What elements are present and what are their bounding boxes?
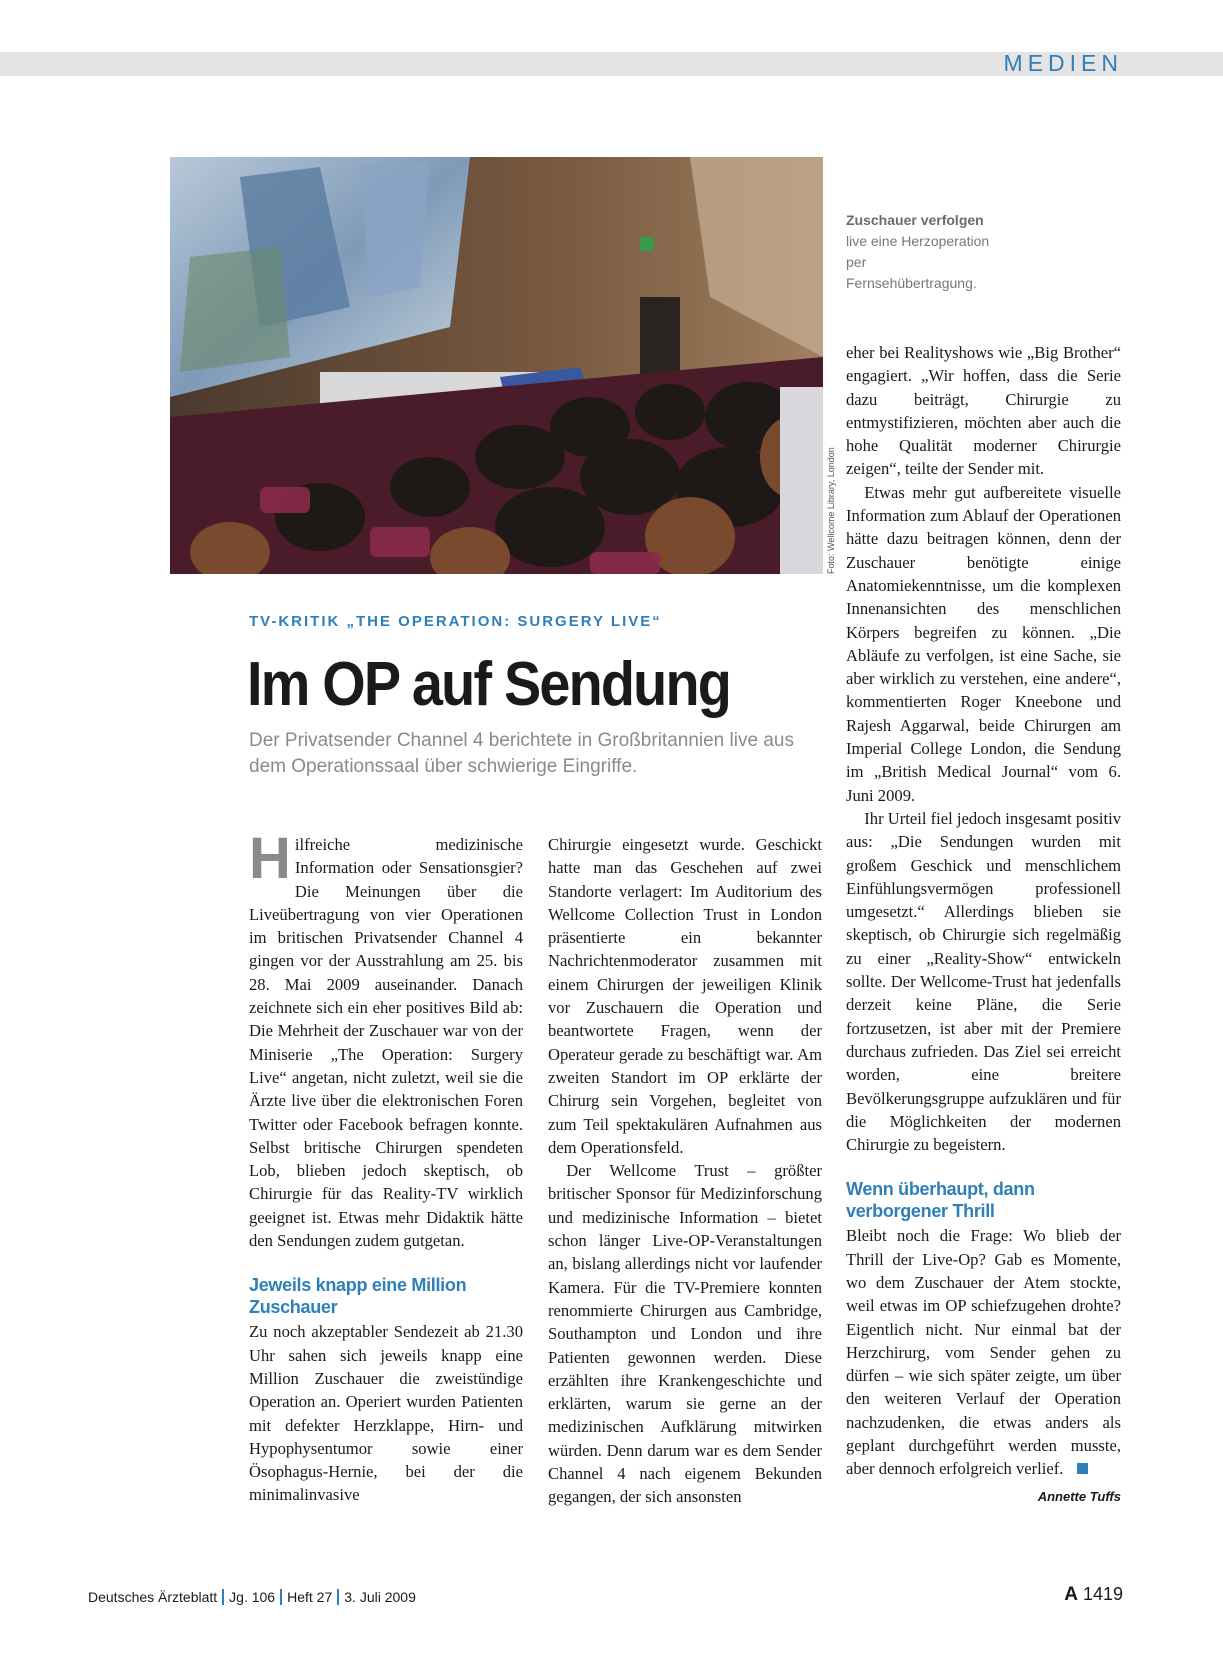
paragraph: Chirurgie eingesetzt wurde. Geschickt hatte man das Geschehen auf zwei Standorte verlagert: Im Auditorium des Wellcome Collection Trust in London präsentierte ein bekannter Nachrichtenmoderator zusammen mit einem Chirurgen der jeweiligen Klinik vor Zuschauern die Operation und beantwortete Fragen, wenn der Operateur gerade zu beschäftigt war. Am zweiten Standort im OP erklärte der Chirurg sein Vorgehen, begleitet von zum Teil spektakulären Aufnahmen aus dem Operationsfeld.	[548, 835, 822, 1157]
drop-cap: H	[249, 826, 291, 891]
article-title: Im OP auf Sendung	[247, 650, 731, 719]
photo-credit: Foto: Wellcome Library, London	[826, 447, 836, 574]
article-lead: Der Privatsender Channel 4 berichtete in Großbritannien live aus dem Operationssaal über schwierige Eingriffe.	[249, 730, 794, 777]
page-number	[1064, 1584, 1123, 1606]
photo-caption	[846, 210, 996, 294]
end-of-article-square-icon	[1077, 1463, 1088, 1474]
column-1	[249, 826, 523, 1507]
article-kicker: TV-KRITIK „THE OPERATION: SURGERY LIVE“	[249, 613, 662, 630]
journal-name: Deutsches Ärzteblatt	[88, 1589, 218, 1605]
caption-text: live eine Herzoperation per Fernsehübertragung.	[846, 233, 990, 291]
paragraph: Ihr Urteil fiel jedoch insgesamt positiv aus: „Die Sendungen wurden mit großem Geschick und menschlichem Einfühlungsvermögen professionell umgesetzt.“ Allerdings blieben sie skeptisch, ob Chirurgie sich regelmäßig zu einer „Reality-Show“ entwickeln sollte. Der Wellcome-Trust hat jedenfalls derzeit keine Pläne, die Serie fortzusetzen, ist aber mit der Premiere durchaus zufrieden. Das Ziel sei erreicht worden, eine breitere Bevölkerungsgruppe aufzuklären und für die Möglichkeiten der modernen Chirurgie zu begeistern.	[846, 808, 1121, 1155]
article-photo	[170, 157, 823, 574]
paragraph-text: ilfreiche medizinische Information oder Sensationsgier? Die Meinungen über die Liveübertragung von vier Operationen im britischen Privatsender Channel 4 gingen vor der Ausstrahlung am 25. bis 28. Mai 2009 auseinander. Danach zeichnete sich ein eher positives Bild ab: Die Mehrheit der Zuschauer war von der Miniserie „The Operation: Surgery Live“ angetan, nicht zuletzt, weil sie die Ärzte live über die elektronischen Foren Twitter oder Facebook befragen konnte. Selbst britische Chirurgen spendeten Lob, blieben jedoch skeptisch, ob Chirurgie für das Reality-TV wirklich geeignet ist. Etwas mehr Didaktik hätte den Sendungen zudem gutgetan.	[249, 835, 523, 1251]
paragraph	[249, 826, 523, 1252]
subheading: Jeweils knapp eine Million Zuschauer	[249, 1275, 467, 1318]
footer-citation	[88, 1589, 416, 1605]
issue-date: 3. Juli 2009	[344, 1589, 416, 1605]
subheading: Wenn überhaupt, dann verborgener Thrill	[846, 1179, 1035, 1222]
caption-bold: Zuschauer verfolgen	[846, 212, 984, 228]
author-name: Annette Tuffs	[1037, 1488, 1121, 1504]
issue: Heft 27	[287, 1589, 333, 1605]
paragraph: Der Wellcome Trust – größter britischer Sponsor für Medizinforschung und medizinische Information – bietet schon länger Live-OP-Veranstaltungen an, bislang allerdings nicht vor laufender Kamera. Für die TV-Premiere konnten renommierte Chirurgen aus Cambridge, Southampton und London und ihre Patienten gewonnen werden. Diese erzählten ihre Krankengeschichte und erklärten, warum sie gerne an der medizinischen Aufklärung mitwirken würden. Denn darum war es dem Sender Channel 4 nach eigenem Bekunden gegangen, der sich ansonsten	[548, 1161, 822, 1507]
footer-separator	[222, 1589, 224, 1605]
paragraph-text: Bleibt noch die Frage: Wo blieb der Thrill der Live-Op? Gab es Momente, wo dem Zuschauer der Atem stockte, weil etwas im OP schiefzugehen drohte? Eigentlich nicht. Nur einmal bat der Herzchirurg, vom Sender gehen zu dürfen – wie sich später zeigte, um über den weiteren Verlauf der Operation nachzudenken, die etwas anders als geplant durchgeführt werden musste, aber dennoch erfolgreich verlief.	[846, 1226, 1121, 1479]
paragraph: eher bei Realityshows wie „Big Brother“ engagiert. „Wir hoffen, dass die Serie dazu beiträgt, Chirurgie zu entmystifizieren, möchten aber auch die hohe Qualität moderner Chirurgie zeigen“, teilte der Sender mit.	[846, 343, 1121, 479]
footer-separator	[337, 1589, 339, 1605]
column-2	[548, 833, 822, 1509]
paragraph: Zu noch akzeptabler Sendezeit ab 21.30 Uhr sahen sich jeweils knapp eine Million Zuschauer die zweistündige Operation an. Operiert wurden Patienten mit defekter Herzklappe, Hirn- und Hypophysentumor sowie einer Ösophagus-Hernie, bei der die minimalinvasive	[249, 1322, 523, 1505]
section-label: MEDIEN	[1003, 50, 1123, 76]
column-3	[846, 341, 1121, 1508]
volume: Jg. 106	[229, 1589, 276, 1605]
paragraph: Etwas mehr gut aufbereitete visuelle Information zum Ablauf der Operationen hätte dazu beitragen können, denn der Zuschauer benötigte einige Anatomiekenntnisse, um die komplexen Innenansichten des menschlichen Körpers begreifen zu können. „Die Abläufe zu verfolgen, ist eine Sache, sie aber wirklich zu verstehen, eine andere“, kommentierten Roger Kneebone und Rajesh Aggarwal, beide Chirurgen am Imperial College London, die Sendung im „British Medical Journal“ vom 6. Juni 2009.	[846, 482, 1121, 805]
page-prefix: A	[1064, 1584, 1078, 1605]
page-value: 1419	[1082, 1584, 1123, 1604]
paragraph	[846, 1224, 1121, 1480]
footer-separator	[280, 1589, 282, 1605]
